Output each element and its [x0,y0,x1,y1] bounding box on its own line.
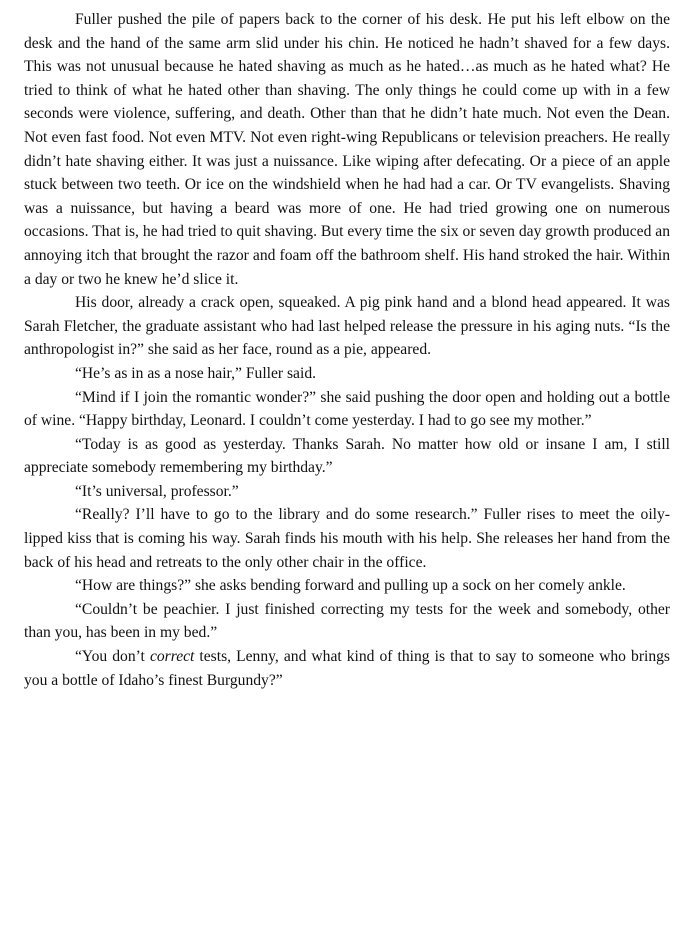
paragraph: “It’s universal, professor.” [75,482,239,500]
paragraph-text-before: “You don’t [75,648,150,666]
paragraph: “Couldn’t be peachier. I just finished correcting my tests for the week and somebody, other than you, has been in my bed.” [24,600,670,642]
paragraph-last [24,645,670,692]
paragraph: “Today is as good as yesterday. Thanks Sarah. No matter how old or insane I am, I still appreciate somebody remembering my birthday.” [24,435,670,477]
paragraph: “Mind if I join the romantic wonder?” she said pushing the door open and holding out a bottle of wine. “Happy birthday, Leonard. I couldn’t come yesterday. I had to go see my mother.” [24,388,670,430]
paragraph: “Really? I’ll have to go to the library and do some research.” Fuller rises to meet the oily-lipped kiss that is coming his way. Sarah finds his mouth with his help. She releases her hand from the back of his head and retreats to the only other chair in the office. [24,506,670,571]
paragraph: His door, already a crack open, squeaked. A pig pink hand and a blond head appeared. It was Sarah Fletcher, the graduate assistant who had last helped release the pressure in his aging nuts. “Is the anthropologist in?” she said as her face, round as a pie, appeared. [24,294,670,359]
emphasized-word: correct [149,648,195,666]
paragraph-text-after: tests, Lenny, and what kind of thing is that to say to someone who brings you a bottle of Idaho’s finest Burgundy?” [24,648,671,689]
paragraph: “He’s as in as a nose hair,” Fuller said. [75,364,317,382]
paragraph: Fuller pushed the pile of papers back to the corner of his desk. He put his left elbow on the desk and the hand of the same arm slid under his chin. He noticed he hadn’t shaved for a few days. This was not unusual because he hated shaving as much as he hated…as much as he hated what? He tried to think of what he hated other than shaving. The only things he could come up with in a few seconds were violence, suffering, and death. Other than that he didn’t hate much. Not even the Dean. Not even fast food. Not even MTV. Not even right-wing Republicans or television preachers. He really didn’t hate shaving either. It was just a nuissance. Like wiping after defecating. Or a piece of an apple stuck between two teeth. Or ice on the windshield when he had had a car. Or TV evangelists. Shaving was a nuissance, but having a beard was more of one. He had tried growing one on numerous occasions. That is, he had tried to quit shaving. But every time the six or seven day growth produced an annoying itch that brought the razor and foam off the bathroom shelf. His hand stroked the hair. Within a day or two he knew he’d slice it. [24,11,670,288]
paragraph: “How are things?” she asks bending forward and pulling up a sock on her comely ankle. [75,577,626,595]
